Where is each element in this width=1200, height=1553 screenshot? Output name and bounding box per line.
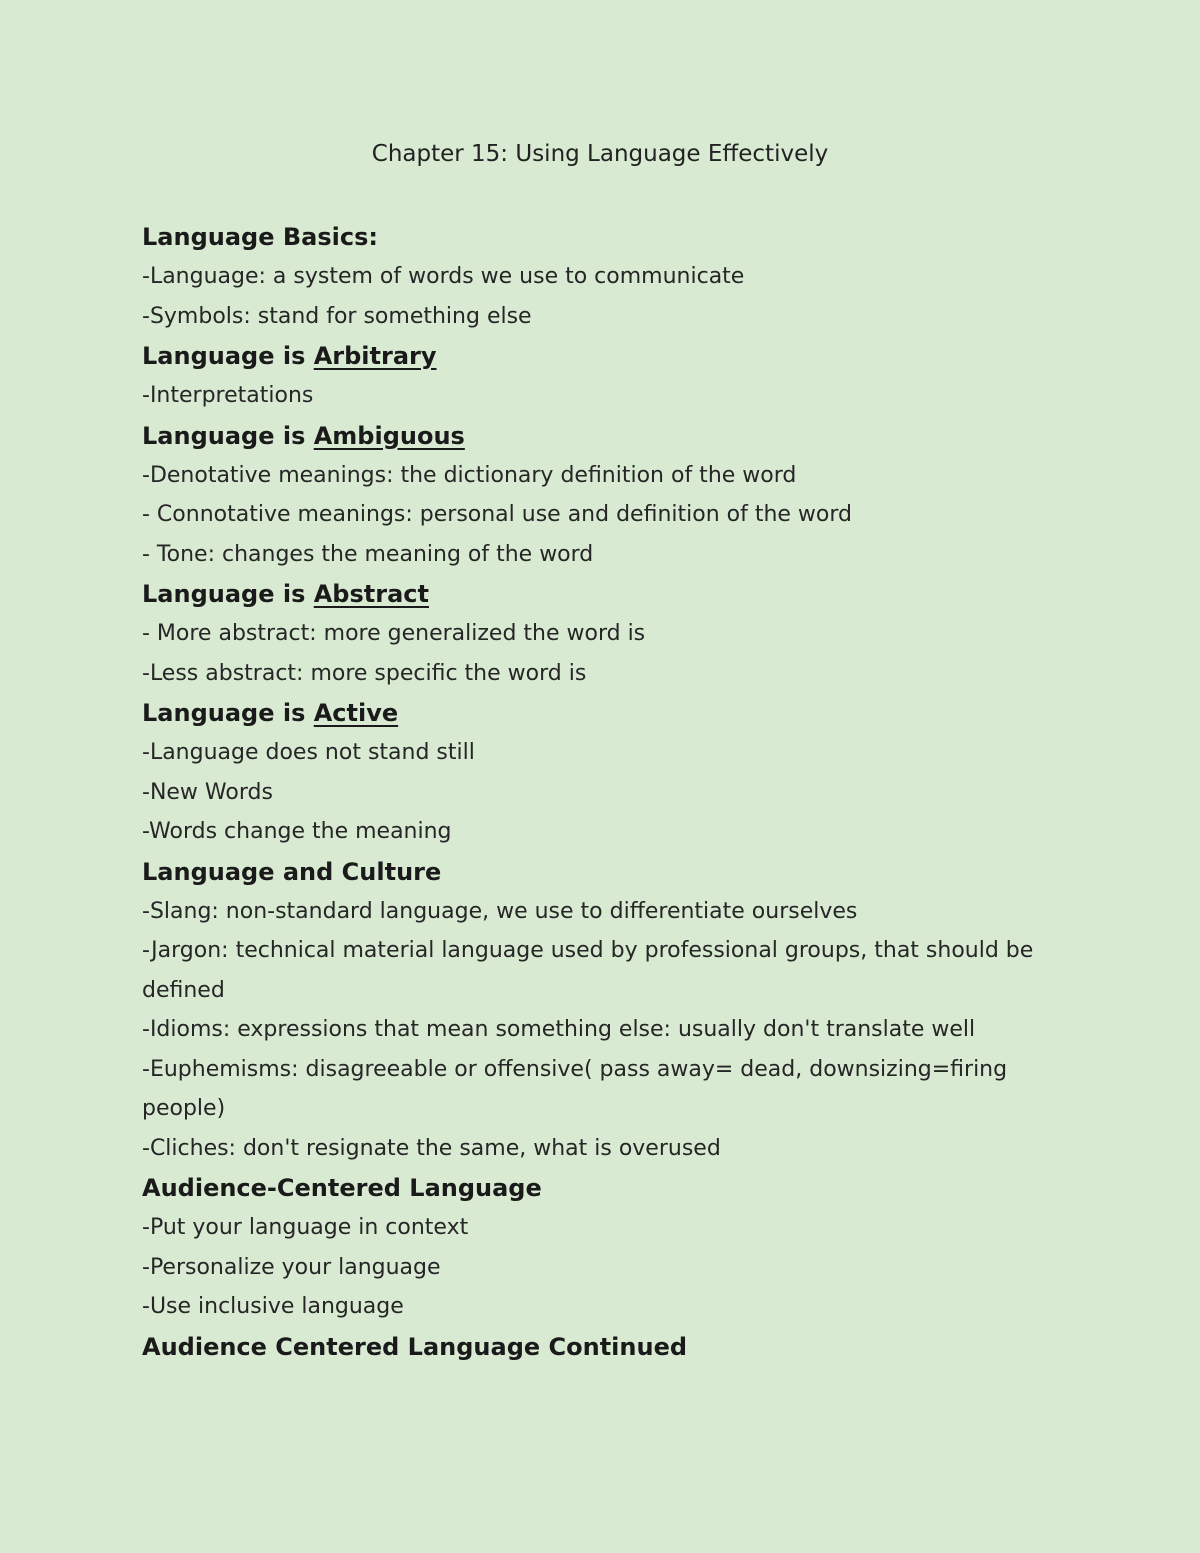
section-heading-prefix: Language is [142,580,314,608]
section-heading: Language Basics: [142,223,378,251]
section-heading [142,574,1062,614]
note-item: -Put your language in context [142,1215,469,1240]
note-item: -Personalize your language [142,1254,441,1280]
section-heading-underlined: Arbitrary [313,342,437,370]
note-item: -Less abstract: more specific the word is [142,660,587,686]
note-item: -Language: a system of words we use to communicate [142,264,745,289]
note-item: -Jargon: technical material language used by professional groups, that should be defined [142,938,1034,1003]
note-item: -Use inclusive language [142,1294,404,1319]
section-heading-underlined: Abstract [313,580,429,608]
note-item: -Idioms: expressions that mean something else: usually don't translate well [142,1017,976,1042]
note-item: -Words change the meaning [142,819,452,844]
section-heading: Audience Centered Language Continued [142,1332,688,1361]
note-item: -New Words [142,779,273,805]
section-heading [142,336,1062,376]
page-title: Chapter 15: Using Language Effectively [371,141,829,167]
note-item: - Tone: changes the meaning of the word [142,541,594,567]
section-heading-underlined: Ambiguous [313,421,465,450]
note-item: - Connotative meanings: personal use and definition of the word [142,502,853,527]
section-heading: Language and Culture [142,857,442,886]
note-item: -Cliches: don't resignate the same, what is overused [142,1135,721,1161]
note-item: -Symbols: stand for something else [142,303,532,329]
note-item: -Slang: non-standard language, we use to differentiate ourselves [142,898,858,924]
note-item: -Interpretations [142,383,314,408]
section-heading [142,416,1062,456]
section-heading-prefix: Language is [142,421,314,450]
note-item: -Language does not stand still [142,740,475,765]
note-item: -Denotative meanings: the dictionary definition of the word [142,462,797,488]
section-heading-underlined: Active [313,699,399,727]
section-heading: Audience-Centered Language [142,1174,542,1202]
note-item: -Euphemisms: disagreeable or offensive( pass away= dead, downsizing=firing people) [142,1056,1008,1121]
note-item: - More abstract: more generalized the word is [142,621,646,646]
notes-body [142,217,1062,1367]
section-heading-prefix: Language is [142,342,314,370]
section-heading [142,693,1062,733]
section-heading-prefix: Language is [142,699,314,727]
